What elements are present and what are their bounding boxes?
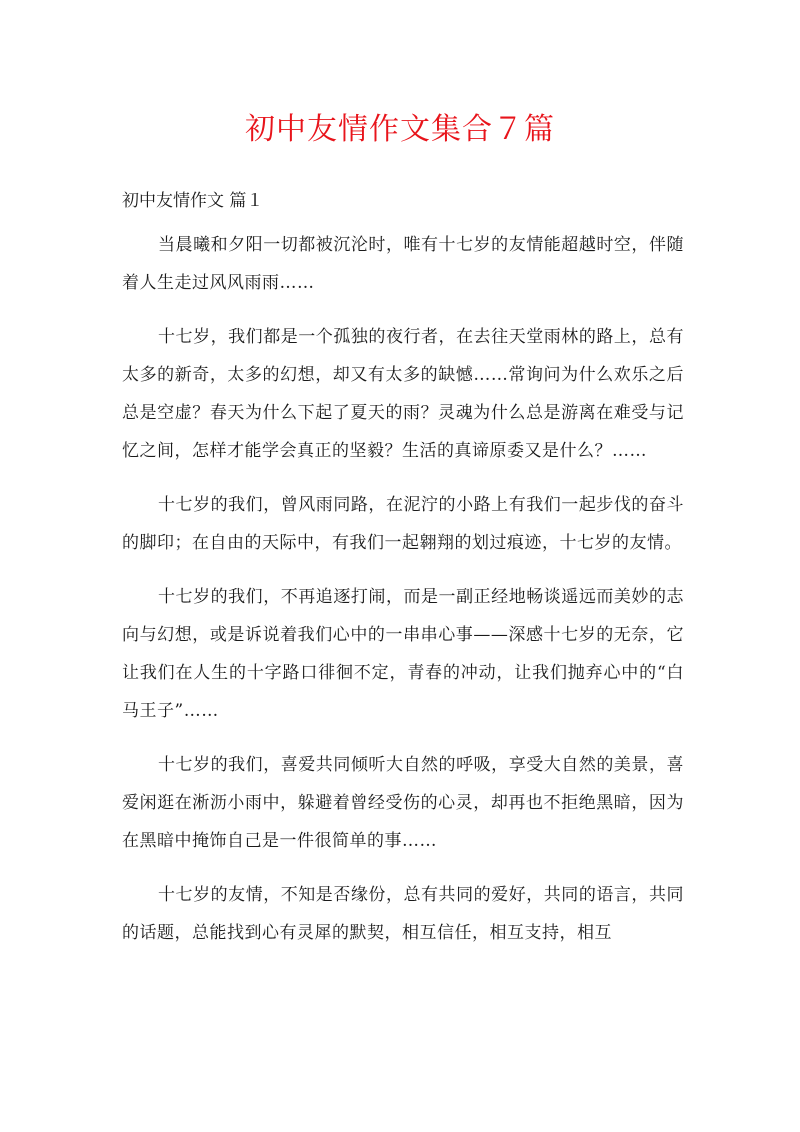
paragraph-3: 十七岁的我们，曾风雨同路，在泥泞的小路上有我们一起步伐的奋斗的脚印；在自由的天际中，有我们一起翱翔的划过痕迹，十七岁的友情。 — [122, 495, 684, 553]
paragraph-1: 当晨曦和夕阳一切都被沉沦时，唯有十七岁的友情能超越时空，伴随着人生走过风风雨雨…… — [122, 235, 684, 293]
document-title: 初中友情作文集合７篇 — [245, 112, 555, 147]
section-heading: 初中友情作文 篇１ — [122, 191, 264, 211]
paragraph-5: 十七岁的我们，喜爱共同倾听大自然的呼吸，享受大自然的美景，喜爱闲逛在淅沥小雨中，躲避着曾经受伤的心灵，却再也不拒绝黑暗，因为在黑暗中掩饰自己是一件很简单的事…… — [122, 755, 684, 851]
article-body — [122, 226, 684, 968]
paragraph-4: 十七岁的我们，不再追逐打闹，而是一副正经地畅谈遥远而美妙的志向与幻想，或是诉说着我们心中的一串串心事——深感十七岁的无奈，它让我们在人生的十字路口徘徊不定，青春的冲动，让我们抛弃心中的“白马王子”…… — [122, 587, 684, 721]
paragraph-6: 十七岁的友情，不知是否缘份，总有共同的爱好，共同的语言，共同的话题，总能找到心有灵犀的默契，相互信任，相互支持，相互 — [122, 885, 684, 943]
paragraph-2: 十七岁，我们都是一个孤独的夜行者，在去往天堂雨林的路上，总有太多的新奇，太多的幻想，却又有太多的缺憾……常询问为什么欢乐之后总是空虚？春天为什么下起了夏天的雨？灵魂为什么总是游离在难受与记忆之间，怎样才能学会真正的坚毅？生活的真谛原委又是什么？…… — [122, 327, 684, 461]
